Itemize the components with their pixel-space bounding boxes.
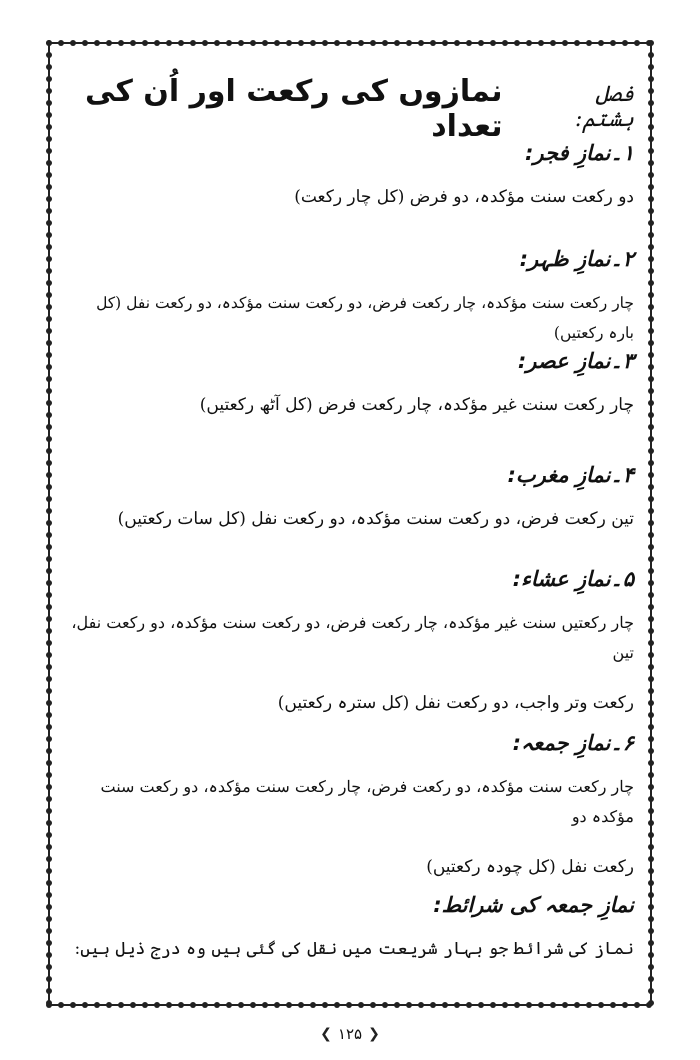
section-jumuah bbox=[66, 728, 634, 882]
chapter-header bbox=[66, 74, 634, 144]
page-content bbox=[58, 56, 642, 996]
section-text: تین رکعت فرض، دو رکعت سنت مؤکدہ، دو رکعت نفل (کل سات رکعتیں) bbox=[117, 509, 634, 529]
section-text: نماز کی شرائط جو بہار شریعت میں نقل کی گئی ہیں وہ درج ذیل ہیں: bbox=[74, 939, 634, 959]
section-text: چار رکعت سنت مؤکدہ، چار رکعت فرض، دو رکعت سنت مؤکدہ، دو رکعت نفل (کل بارہ رکعتیں) bbox=[96, 294, 634, 342]
section-jumuah-conditions bbox=[66, 890, 634, 964]
section-zuhr bbox=[66, 244, 634, 348]
ornament-left-icon: ❮ bbox=[320, 1026, 332, 1042]
section-text: رکعت وتر واجب، دو رکعت نفل (کل سترہ رکعتیں) bbox=[277, 693, 634, 713]
section-text: چار رکعت سنت مؤکدہ، دو رکعت فرض، چار رکعت سنت مؤکدہ، دو رکعت سنت مؤکدہ دو bbox=[100, 777, 634, 826]
section-asr bbox=[66, 346, 634, 420]
section-text: چار رکعت سنت غیر مؤکدہ، چار رکعت فرض (کل آٹھ رکعتیں) bbox=[199, 395, 634, 415]
section-heading: ۵۔نمازِ عشاء: bbox=[512, 567, 634, 591]
section-text: چار رکعتیں سنت غیر مؤکدہ، چار رکعت فرض، دو رکعت سنت مؤکدہ، دو رکعت نفل، تین bbox=[71, 613, 634, 662]
page-number: ۱۲۵ bbox=[337, 1025, 363, 1043]
chapter-label: فصل ہشتم: bbox=[575, 82, 634, 132]
section-text: رکعت نفل (کل چودہ رکعتیں) bbox=[426, 857, 634, 877]
section-maghrib bbox=[66, 460, 634, 534]
page-number-badge bbox=[300, 1018, 400, 1050]
section-heading: ۶۔نمازِ جمعہ: bbox=[512, 731, 634, 755]
section-heading: نمازِ جمعہ کی شرائط: bbox=[433, 893, 634, 917]
section-heading: ۱۔نمازِ فجر: bbox=[524, 141, 634, 165]
section-isha bbox=[66, 564, 634, 718]
chapter-title: نمازوں کی رکعت اور اُن کی تعداد bbox=[85, 74, 503, 144]
section-heading: ۲۔نمازِ ظہر: bbox=[519, 247, 634, 271]
section-heading: ۴۔نمازِ مغرب: bbox=[507, 463, 634, 487]
ornament-right-icon: ❯ bbox=[368, 1026, 380, 1042]
section-heading: ۳۔نمازِ عصر: bbox=[517, 349, 634, 373]
section-fajr bbox=[66, 138, 634, 212]
section-text: دو رکعت سنت مؤکدہ، دو فرض (کل چار رکعت) bbox=[294, 187, 634, 207]
